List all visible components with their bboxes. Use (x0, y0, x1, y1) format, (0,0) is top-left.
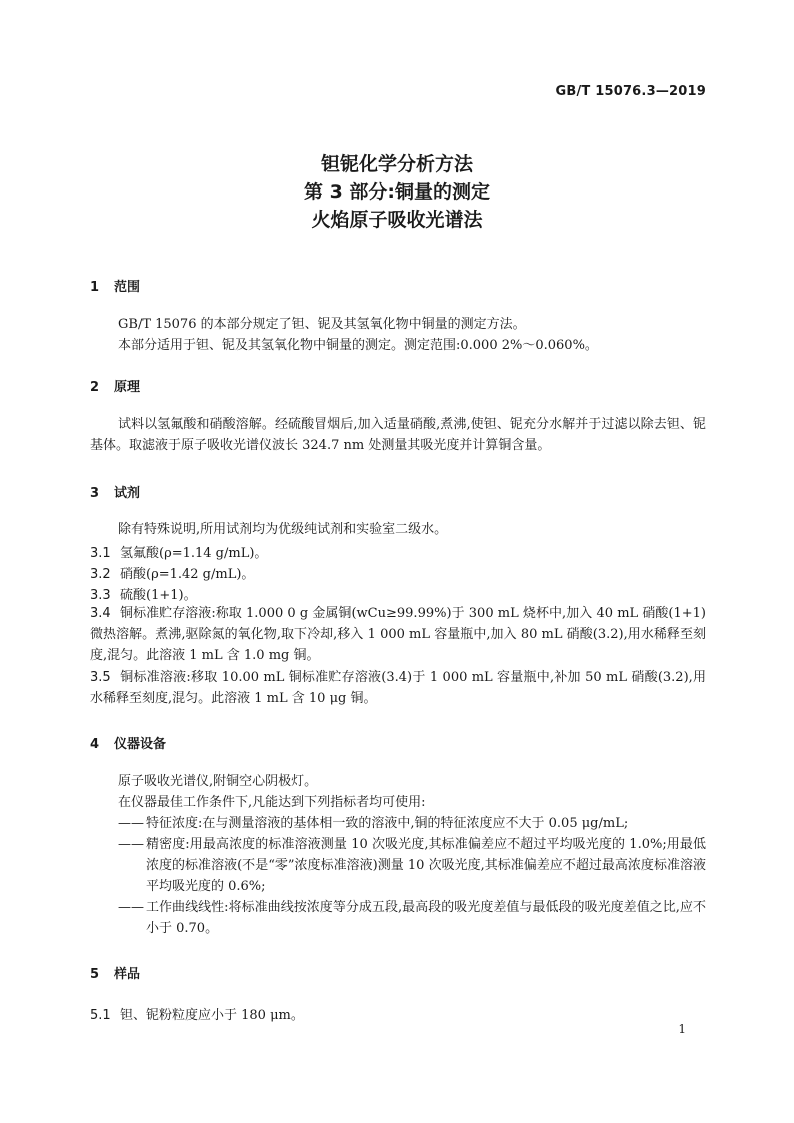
section-number: 1 (90, 280, 100, 295)
section-3-intro: 除有特殊说明,所用试剂均为优级纯试剂和实验室二级水。 (118, 522, 448, 537)
clause-text: 氢氟酸(ρ=1.14 g/mL)。 (120, 546, 268, 561)
clause-text: 铜标准溶液:移取 10.00 mL 铜标准贮存溶液(3.4)于 1 000 mL 容量瓶中,补加 50 mL 硝酸(3.2),用水稀释至刻度,混匀。此溶液 1 mL 含 10 μg 铜。 (90, 670, 706, 706)
dash-mark: —— (118, 900, 144, 915)
standard-number: GB/T 15076.3—2019 (555, 84, 706, 99)
page-number: 1 (678, 1022, 686, 1036)
dash-mark: —— (118, 816, 144, 831)
section-title: 试剂 (114, 486, 141, 501)
clause-text: 钽、铌粉粒度应小于 180 μm。 (120, 1008, 304, 1023)
clause-number: 3.4 (90, 606, 111, 621)
title-line-3: 火焰原子吸收光谱法 (311, 209, 483, 231)
requirement-linearity (118, 897, 706, 939)
clause-number: 5.1 (90, 1008, 111, 1023)
clause-number: 3.1 (90, 546, 111, 561)
section-number: 5 (90, 967, 100, 982)
section-2-paragraph-1: 试料以氢氟酸和硝酸溶解。经硫酸冒烟后,加入适量硝酸,煮沸,使钽、铌充分水解并于过滤以除去钽、铌基体。取滤液于原子吸收光谱仪波长 324.7 nm 处测量其吸光度并计算铜含量。 (90, 417, 706, 453)
title-line-2: 第 3 部分:铜量的测定 (303, 181, 491, 203)
section-1-paragraph-1: GB/T 15076 的本部分规定了钽、铌及其氢氧化物中铜量的测定方法。 (118, 317, 526, 332)
section-3-heading (90, 482, 140, 501)
clause-number: 3.2 (90, 567, 111, 582)
clause-text: 硝酸(ρ=1.42 g/mL)。 (120, 567, 255, 582)
clause-number: 3.5 (90, 670, 111, 685)
section-4-paragraph-1: 原子吸收光谱仪,附铜空心阴极灯。 (118, 774, 318, 789)
section-number: 2 (90, 380, 100, 395)
clause-number: 3.3 (90, 588, 111, 603)
section-5-heading (90, 963, 140, 982)
section-1-paragraph-2: 本部分适用于钽、铌及其氢氧化物中铜量的测定。测定范围:0.000 2%～0.060%。 (118, 338, 598, 353)
section-title: 样品 (114, 967, 141, 982)
section-number: 4 (90, 737, 100, 752)
dash-mark: —— (118, 837, 144, 852)
section-title: 原理 (114, 380, 141, 395)
clause-3-2 (90, 563, 706, 582)
requirement-text: 工作曲线线性:将标准曲线按浓度等分成五段,最高段的吸光度差值与最低段的吸光度差值之比,应不小于 0.70。 (146, 900, 706, 936)
title-line-1: 钽铌化学分析方法 (320, 153, 473, 175)
section-1-heading (90, 276, 140, 295)
clause-3-4 (90, 603, 706, 666)
section-4-paragraph-2: 在仪器最佳工作条件下,凡能达到下列指标者均可使用: (118, 795, 426, 810)
clause-3-1 (90, 542, 706, 561)
section-2-heading (90, 376, 140, 395)
clause-text: 硫酸(1+1)。 (120, 588, 197, 603)
section-number: 3 (90, 486, 100, 501)
clause-3-5 (90, 667, 706, 709)
requirement-text: 精密度:用最高浓度的标准溶液测量 10 次吸光度,其标准偏差应不超过平均吸光度的 1.0%;用最低浓度的标准溶液(不是“零”浓度标准溶液)测量 10 次吸光度,其标准偏差应不超过最高浓度标准溶液平均吸光度的 0.6%; (146, 837, 706, 894)
clause-text: 铜标准贮存溶液:称取 1.000 0 g 金属铜(wCu≥99.99%)于 300 mL 烧杯中,加入 40 mL 硝酸(1+1)微热溶解。煮沸,驱除氮的氧化物,取下冷却,移入 1 000 mL 容量瓶中,加入 80 mL 硝酸(3.2),用水稀释至刻度,混匀。此溶液 1 mL 含 1.0 mg 铜。 (90, 606, 706, 663)
section-title: 范围 (114, 280, 141, 295)
section-title: 仪器设备 (114, 737, 167, 752)
clause-5-1 (90, 1004, 706, 1023)
requirement-text: 特征浓度:在与测量溶液的基体相一致的溶液中,铜的特征浓度应不大于 0.05 μg/mL; (146, 816, 629, 831)
section-4-heading (90, 733, 166, 752)
document-title (0, 150, 794, 234)
requirement-precision (118, 834, 706, 897)
requirement-characteristic-concentration (118, 813, 706, 834)
clause-3-3 (90, 584, 706, 603)
